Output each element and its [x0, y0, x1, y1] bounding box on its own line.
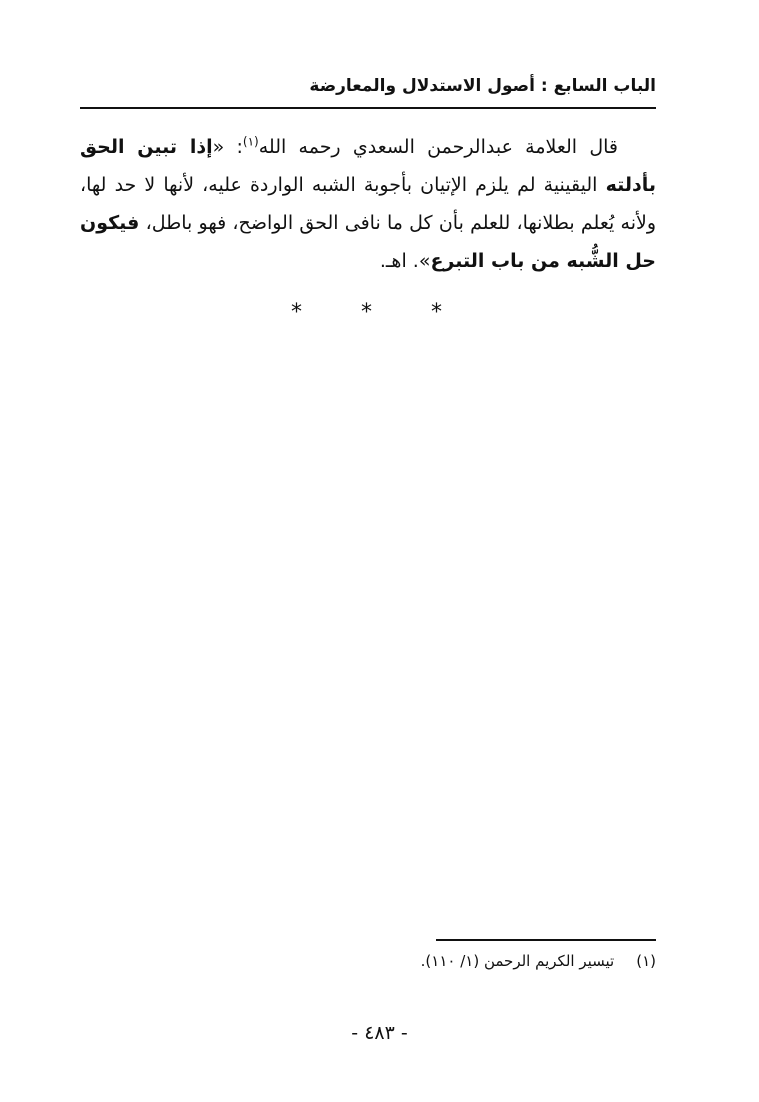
header-divider	[80, 107, 656, 109]
footnote-reference: (١)	[242, 134, 259, 149]
footnote-marker: (١)	[636, 952, 656, 970]
section-separator: * * *	[291, 300, 468, 325]
page-number: - ٤٨٣ -	[351, 1022, 408, 1044]
chapter-title: الباب السابع : أصول الاستدلال والمعارضة	[309, 76, 656, 96]
footnote-text: تيسير الكريم الرحمن (١/ ١١٠).	[420, 952, 615, 970]
quote-close-mark: »	[418, 250, 431, 272]
quote-bold-start: إذا تبين الحق بأدلته	[80, 136, 656, 196]
quote-bold-end: فيكون حل الشُّبه من باب التبرع	[80, 212, 656, 272]
quote-middle: اليقينية لم يلزم الإتيان بأجوبة الشبه الواردة عليه، لأنها لا حد لها، ولأنه يُعلم بطلانها، للعلم بأن كل ما نافى الحق الواضح، فهو باطل،	[80, 174, 656, 234]
running-header	[80, 70, 656, 106]
footnote-divider	[436, 939, 656, 941]
paragraph-intro: قال العلامة عبدالرحمن السعدي رحمه الله	[258, 136, 619, 158]
quote-open-mark: «	[212, 136, 225, 158]
footnote	[80, 952, 656, 970]
paragraph-colon: :	[224, 136, 243, 158]
paragraph-ending: . اهـ.	[379, 250, 419, 272]
main-paragraph-block	[80, 128, 656, 280]
quote-paragraph	[80, 128, 656, 280]
